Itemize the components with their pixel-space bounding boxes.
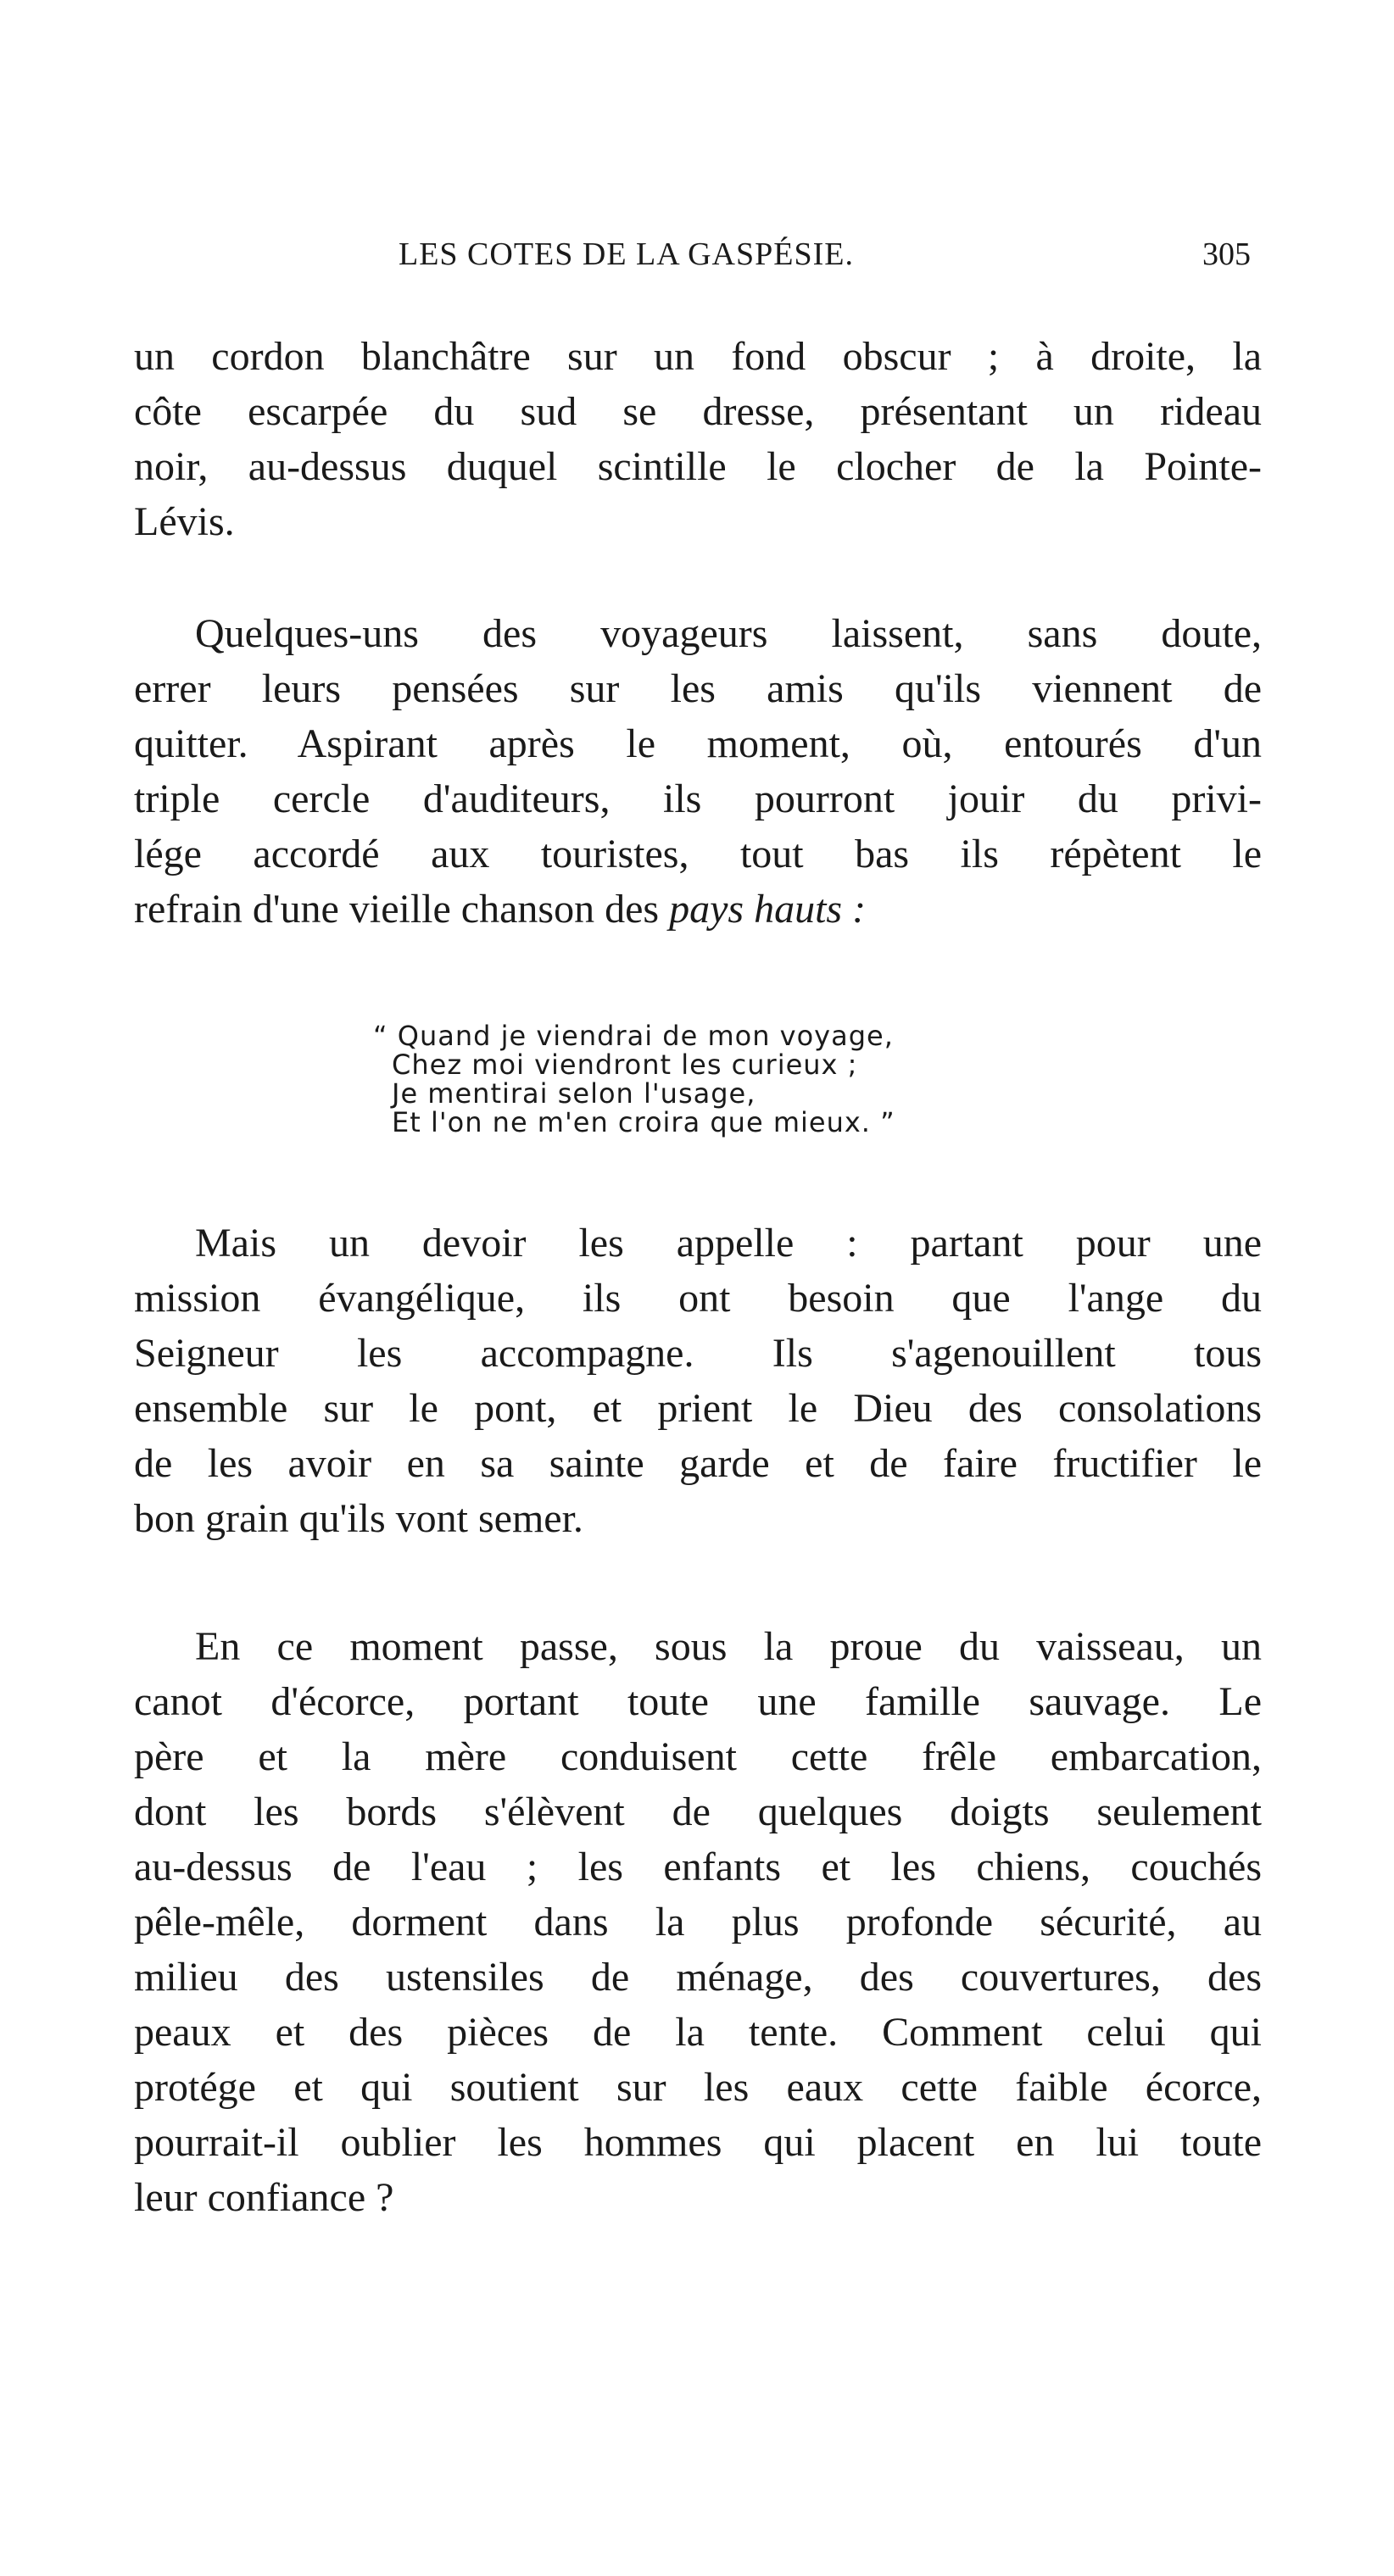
running-head xyxy=(0,236,1394,287)
text-line: pourrait-il oublier les hommes qui placent en lui toute xyxy=(134,2120,1262,2165)
page-number: 305 xyxy=(1202,236,1251,272)
paragraph-4 xyxy=(134,1619,1262,2225)
text-line: côte escarpée du sud se dresse, présentant un rideau xyxy=(134,389,1262,434)
text-line: triple cercle d'auditeurs, ils pourront jouir du privi- xyxy=(134,776,1262,821)
verse-line: Je mentirai selon l'usage, xyxy=(392,1077,756,1110)
verse-line: “ Quand je viendrai de mon voyage, xyxy=(373,1020,894,1052)
paragraph-3 xyxy=(134,1216,1262,1546)
verse-quote xyxy=(373,1020,895,1138)
text-line: un cordon blanchâtre sur un fond obscur ; à droite, la xyxy=(134,334,1262,379)
text-line: quitter. Aspirant après le moment, où, entourés d'un xyxy=(134,721,1262,766)
text-line: noir, au-dessus duquel scintille le clocher de la Pointe- xyxy=(134,444,1262,489)
text-line: Mais un devoir les appelle : partant pour une xyxy=(195,1221,1262,1266)
text-line: Seigneur les accompagne. Ils s'agenouillent tous xyxy=(134,1331,1262,1376)
text-line: Quelques-uns des voyageurs laissent, sans doute, xyxy=(195,611,1262,656)
text-line: leur confiance ? xyxy=(134,2175,394,2220)
text-line-prefix: refrain d'une vieille chanson des xyxy=(134,887,670,932)
text-line: pêle-mêle, dorment dans la plus profonde sécurité, au xyxy=(134,1900,1262,1945)
verse-line: Et l'on ne m'en croira que mieux. ” xyxy=(392,1106,895,1138)
text-line: mission évangélique, ils ont besoin que l'ange du xyxy=(134,1276,1262,1321)
text-line: dont les bords s'élèvent de quelques doigts seulement xyxy=(134,1789,1262,1834)
text-line: de les avoir en sa sainte garde et de faire fructifier le xyxy=(134,1441,1262,1486)
text-line: milieu des ustensiles de ménage, des couvertures, des xyxy=(134,1955,1262,2000)
text-line: Lévis. xyxy=(134,499,235,544)
paragraph-1 xyxy=(134,329,1262,549)
verse-line: Chez moi viendront les curieux ; xyxy=(392,1049,858,1081)
italic-phrase: pays hauts : xyxy=(669,887,867,932)
text-line: canot d'écorce, portant toute une famille sauvage. Le xyxy=(134,1679,1262,1724)
text-line: au-dessus de l'eau ; les enfants et les chiens, couchés xyxy=(134,1844,1262,1889)
text-line: errer leurs pensées sur les amis qu'ils viennent de xyxy=(134,666,1262,711)
paragraph-2 xyxy=(134,606,1262,937)
text-line xyxy=(134,882,1262,937)
text-line: lége accordé aux touristes, tout bas ils répètent le xyxy=(134,832,1262,876)
text-line: père et la mère conduisent cette frêle embarcation, xyxy=(134,1734,1262,1779)
text-line: En ce moment passe, sous la proue du vaisseau, un xyxy=(195,1624,1262,1669)
text-line: protége et qui soutient sur les eaux cette faible écorce, xyxy=(134,2065,1262,2110)
text-line: bon grain qu'ils vont semer. xyxy=(134,1496,583,1541)
text-line: ensemble sur le pont, et prient le Dieu des consolations xyxy=(134,1386,1262,1431)
text-line: peaux et des pièces de la tente. Comment celui qui xyxy=(134,2010,1262,2055)
running-title: LES COTES DE LA GASPÉSIE. xyxy=(399,236,854,272)
